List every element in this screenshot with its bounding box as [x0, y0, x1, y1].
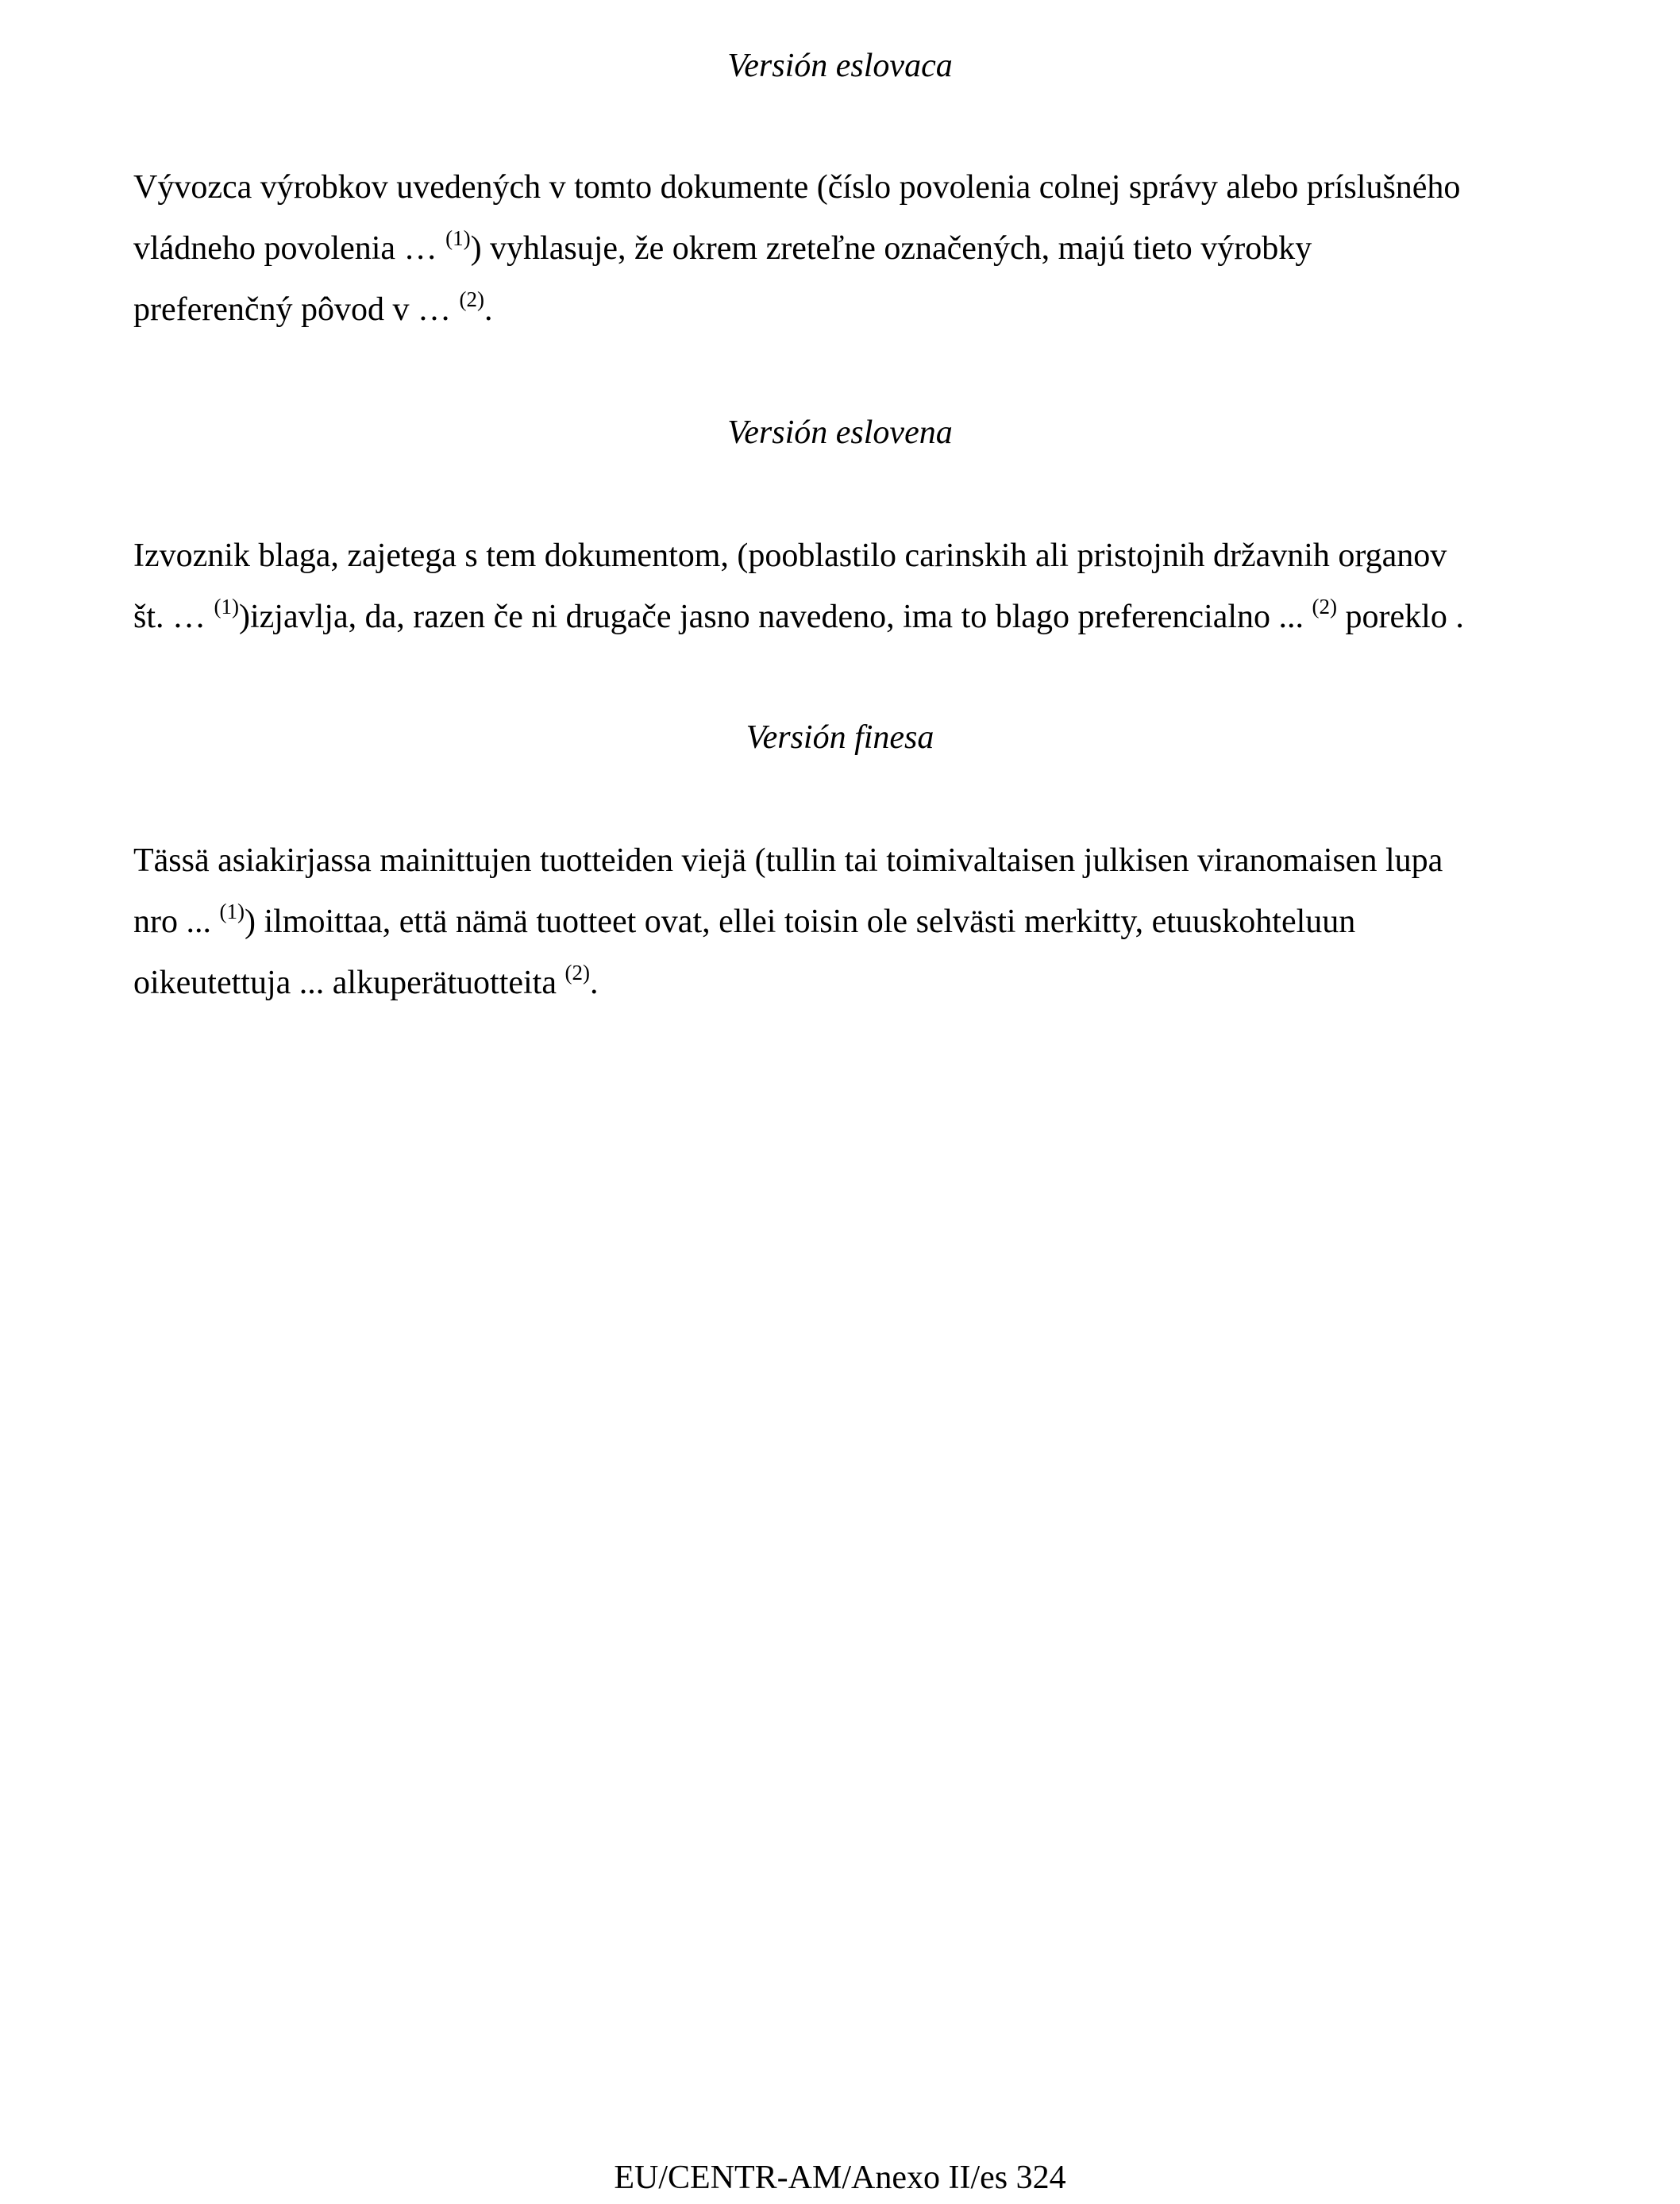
- section-heading-slovenian: Versión eslovena: [727, 414, 953, 451]
- footnote-ref: (2): [564, 961, 590, 984]
- paragraph-finnish: [133, 830, 1562, 1014]
- text-line: Tässä asiakirjassa mainittujen tuotteiden viejä (tullin tai toimivaltaisen julkisen viranomaisen lupa: [133, 842, 1443, 879]
- paragraph-slovak: [133, 157, 1562, 341]
- text-line: Izvoznik blaga, zajetega s tem dokumentom, (pooblastilo carinskih ali pristojnih državnih organov: [133, 538, 1447, 574]
- section-heading-slovak: Versión eslovaca: [727, 48, 953, 84]
- footnote-ref: (2): [1312, 595, 1338, 618]
- text-line: Vývozca výrobkov uvedených v tomto dokumente (číslo povolenia colnej správy alebo príslušného: [133, 169, 1461, 206]
- text-line: oikeutettuja ... alkuperätuotteita $^{(2)}$.: [133, 961, 599, 1001]
- footnote-ref: (1): [445, 226, 471, 250]
- footnote-ref: (1): [214, 595, 239, 618]
- page-footer: EU/CENTR-AM/Anexo II/es 324: [614, 2160, 1066, 2196]
- text-line: nro ... $^{(1)}$) ilmoittaa, että nämä tuotteet ovat, ellei toisin ole selvästi merkitty, etuuskohteluun: [133, 900, 1356, 940]
- paragraph-slovenian: [133, 526, 1562, 648]
- footnote-ref: (2): [459, 287, 485, 311]
- text-line: št. … $^{(1)}$)izjavlja, da, razen če ni drugače jasno navedeno, ima to blago preferencialno ... $^{(2)}$ poreklo .: [133, 595, 1464, 635]
- text-line: vládneho povolenia … $^{(1)}$) vyhlasuje, že okrem zreteľne označených, majú tieto výrobky: [133, 226, 1312, 267]
- text-line: preferenčný pôvod v … $^{(2)}$.: [133, 287, 493, 328]
- footnote-ref: (1): [219, 900, 245, 923]
- section-heading-finnish: Versión finesa: [746, 719, 934, 756]
